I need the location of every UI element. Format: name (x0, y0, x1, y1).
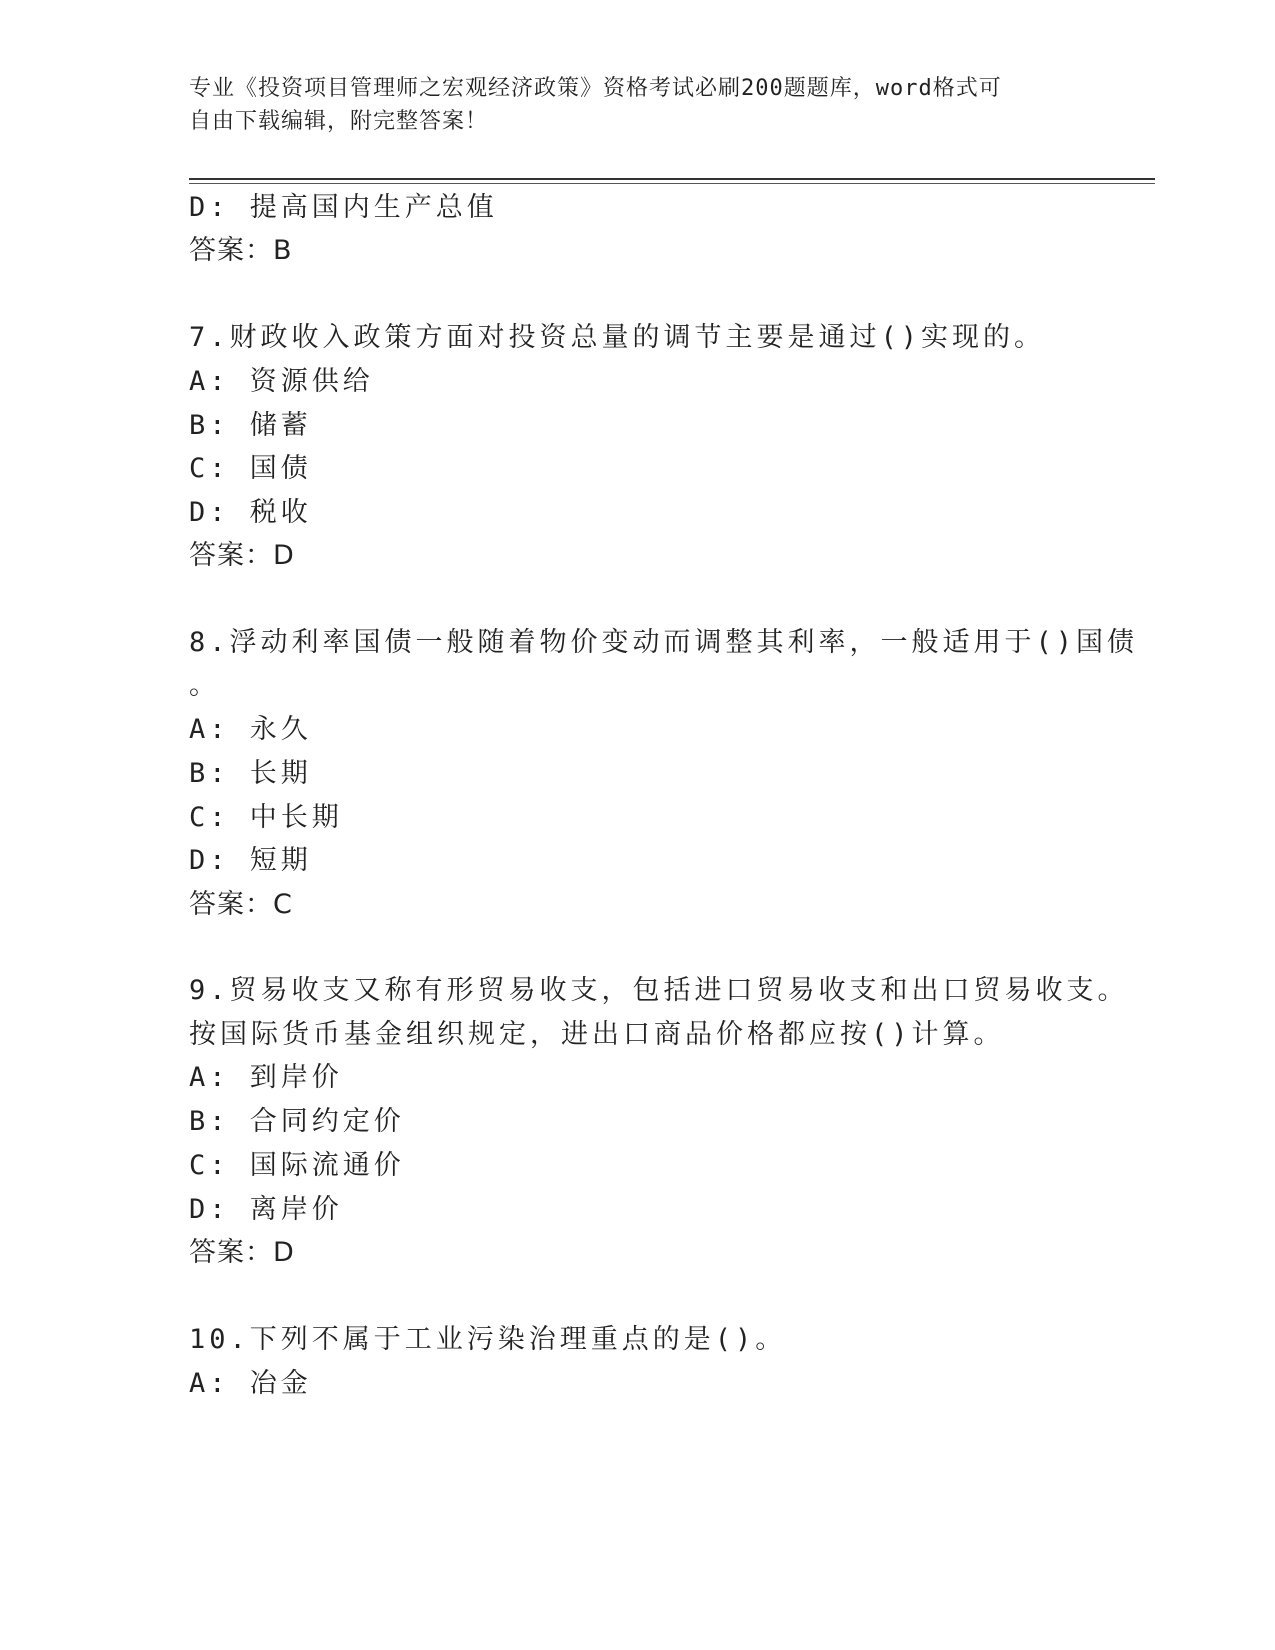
q9-option-d: D: 离岸价 (189, 1194, 343, 1225)
prev-option-d: D: 提高国内生产总值 (189, 192, 498, 223)
q8-option-d: D: 短期 (189, 845, 312, 876)
q7-stem: 7.财政收入政策方面对投资总量的调节主要是通过()实现的。 (189, 322, 1046, 353)
q9-stem-line-2: 按国际货币基金组织规定，进出口商品价格都应按()计算。 (189, 1019, 1005, 1050)
q8-option-b: B: 长期 (189, 758, 312, 789)
q9-option-c: C: 国际流通价 (189, 1150, 405, 1181)
q8-answer: 答案：C (189, 889, 293, 920)
q9-answer: 答案：D (189, 1237, 295, 1268)
q7-option-a: A: 资源供给 (189, 366, 374, 397)
document-header (189, 72, 1089, 138)
q10-stem: 10.下列不属于工业污染治理重点的是()。 (189, 1324, 787, 1355)
q8-option-a: A: 永久 (189, 714, 312, 745)
q8-stem-line-2: 。 (189, 670, 220, 701)
q8-option-c: C: 中长期 (189, 802, 343, 833)
q10-option-a: A: 冶金 (189, 1368, 312, 1399)
q9-option-a: A: 到岸价 (189, 1062, 343, 1093)
header-divider-thin (189, 183, 1155, 184)
q7-option-c: C: 国债 (189, 453, 312, 484)
header-divider-thick (189, 178, 1155, 180)
q7-option-d: D: 税收 (189, 497, 312, 528)
header-line-2: 自由下载编辑，附完整答案！ (189, 109, 489, 134)
q7-answer: 答案：D (189, 540, 295, 571)
header-line-1: 专业《投资项目管理师之宏观经济政策》资格考试必刷200题题库，word格式可 (189, 76, 1002, 101)
q7-option-b: B: 储蓄 (189, 410, 312, 441)
q8-stem-line-1: 8.浮动利率国债一般随着物价变动而调整其利率，一般适用于()国债 (189, 627, 1139, 658)
q9-option-b: B: 合同约定价 (189, 1106, 405, 1137)
prev-answer: 答案：B (189, 235, 293, 266)
q9-stem-line-1: 9.贸易收支又称有形贸易收支，包括进口贸易收支和出口贸易收支。 (189, 975, 1129, 1006)
